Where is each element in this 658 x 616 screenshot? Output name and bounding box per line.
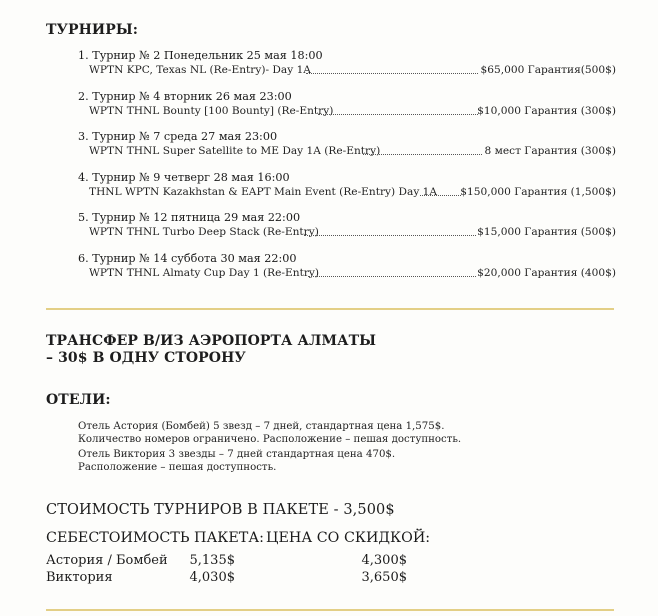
- leader-dots: [304, 235, 476, 236]
- tournament-detail: THNL WPTN Kazakhstan & EAPT Main Event (Re-Entry) Day 1A: [89, 185, 438, 198]
- tournament-prize: $10,000 Гарантия (300$): [477, 104, 616, 117]
- tournament-prize: $150,000 Гарантия (1,500$): [460, 185, 616, 198]
- tournament-detail: WPTN THNL Super Satellite to ME Day 1A (Re-Entry): [89, 145, 381, 157]
- tournament-title: 5. Турнир № 12 пятница 29 мая 22:00: [78, 211, 301, 224]
- tournament-item: [78, 252, 616, 293]
- row-discount: 3,650$: [361, 570, 407, 585]
- hotel-astoria-name: Отель Астория (Бомбей) 5 звезд: [78, 421, 252, 432]
- row-name: Астория / Бомбей: [46, 553, 168, 568]
- tournament-item: [78, 90, 616, 131]
- transfer-info: [46, 333, 376, 367]
- hotel-astoria-note-emph: Количество номеров ограничено.: [78, 434, 260, 445]
- tournament-title: 6. Турнир № 14 суббота 30 мая 22:00: [78, 251, 297, 265]
- leader-dots: [420, 195, 461, 196]
- leader-dots: [308, 276, 476, 277]
- tournament-prize: $65,000 Гарантия(500$): [480, 64, 616, 76]
- col-cost-header: СЕБЕСТОИМОСТЬ ПАКЕТА:: [46, 530, 264, 546]
- hotels-heading: ОТЕЛИ:: [46, 392, 111, 408]
- row-cost: 5,135$: [189, 553, 235, 568]
- tournament-detail: WPTN THNL Almaty Cup Day 1 (Re-Entry): [89, 266, 320, 279]
- package-cost: СТОИМОСТЬ ТУРНИРОВ В ПАКЕТЕ - 3,500$: [46, 502, 395, 518]
- hotel-victoria-note: Расположение – пешая доступность.: [78, 462, 277, 473]
- tournament-detail: WPTN KPC, Texas NL (Re-Entry)- Day 1A: [89, 64, 311, 76]
- tournament-item: [78, 211, 616, 252]
- col-discount-header: ЦЕНА СО СКИДКОЙ:: [266, 530, 431, 546]
- tournament-title: 3. Турнир № 7 среда 27 мая 23:00: [78, 130, 278, 143]
- hotel-victoria-name: Отель Виктория 3 звезды: [78, 449, 216, 460]
- tournament-prize: $20,000 Гарантия (400$): [477, 266, 616, 279]
- row-name: Виктория: [46, 570, 113, 585]
- section-divider: [46, 609, 614, 611]
- hotel-victoria-price: – 7 дней стандартная цена 470$.: [215, 449, 396, 460]
- tournaments-heading: ТУРНИРЫ:: [46, 22, 139, 38]
- tournament-title: 2. Турнир № 4 вторник 26 мая 23:00: [78, 89, 292, 103]
- tournament-prize: 8 мест Гарантия (300$): [484, 145, 616, 157]
- hotel-victoria: [78, 448, 598, 461]
- hotel-astoria-price: – 7 дней, стандартная цена 1,575$.: [252, 421, 445, 432]
- tournament-list: [78, 49, 616, 292]
- hotel-list: [78, 420, 598, 474]
- row-discount: 4,300$: [361, 553, 407, 568]
- transfer-line-2: – 30$ В ОДНУ СТОРОНУ: [46, 350, 246, 366]
- tournament-detail: WPTN THNL Turbo Deep Stack (Re-Entry): [89, 226, 319, 238]
- section-divider: [46, 308, 614, 310]
- leader-dots: [363, 154, 482, 155]
- tournament-item: [78, 49, 616, 90]
- hotel-astoria: [78, 420, 598, 433]
- leader-dots: [318, 114, 478, 115]
- tournament-prize: $15,000 Гарантия (500$): [477, 226, 616, 238]
- tournament-title: 1. Турнир № 2 Понедельник 25 мая 18:00: [78, 49, 323, 62]
- tournament-detail: WPTN THNL Bounty [100 Bounty] (Re-Entry): [89, 104, 334, 117]
- hotel-astoria-note: [78, 433, 598, 446]
- row-cost: 4,030$: [189, 570, 235, 585]
- leader-dots: [306, 73, 478, 74]
- hotel-astoria-note-text: Расположение – пешая доступность.: [259, 434, 462, 445]
- tournament-item: [78, 130, 616, 171]
- tournament-title: 4. Турнир № 9 четверг 28 мая 16:00: [78, 170, 290, 184]
- tournament-item: [78, 171, 616, 212]
- transfer-line-1: ТРАНСФЕР В/ИЗ АЭРОПОРТА АЛМАТЫ: [46, 333, 377, 349]
